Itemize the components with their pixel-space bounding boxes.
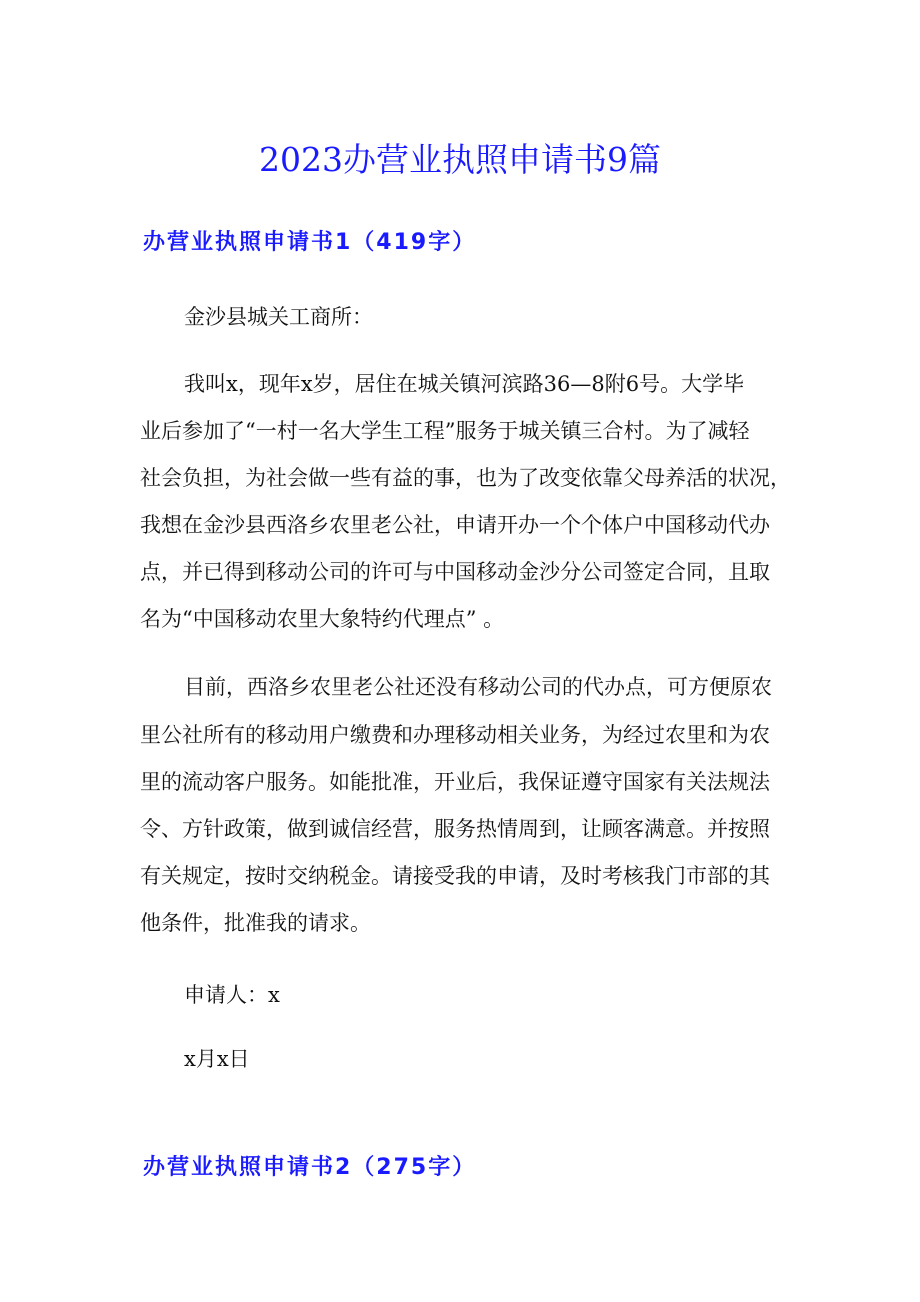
salutation: 金沙县城关工商所： bbox=[184, 305, 373, 329]
applicant-signature: 申请人：x bbox=[184, 983, 280, 1007]
paragraph-line: 我想在金沙县西洛乡农里老公社，申请开办一个个体户中国移动代办 bbox=[140, 513, 770, 537]
paragraph-line: 社会负担，为社会做一些有益的事，也为了改变依靠父母养活的状况， bbox=[140, 466, 791, 490]
paragraph-line: 令、方针政策，做到诚信经营，服务热情周到，让顾客满意。并按照 bbox=[140, 817, 770, 841]
paragraph-line: 目前，西洛乡农里老公社还没有移动公司的代办点，可方便原农 bbox=[184, 675, 772, 699]
paragraph-line: 业后参加了“一村一名大学生工程”服务于城关镇三合村。为了减轻 bbox=[140, 419, 750, 443]
paragraph-line: 里公社所有的移动用户缴费和办理移动相关业务，为经过农里和为农 bbox=[140, 723, 770, 747]
paragraph-line: 他条件，批准我的请求。 bbox=[140, 911, 371, 935]
paragraph-line: 点，并已得到移动公司的许可与中国移动金沙分公司签定合同，且取 bbox=[140, 560, 770, 584]
date-line: x月x日 bbox=[184, 1047, 250, 1071]
section-heading-2: 办营业执照申请书2（275字） bbox=[143, 1155, 477, 1180]
document-title: 2023办营业执照申请书9篇 bbox=[259, 140, 661, 179]
paragraph-line: 名为“中国移动农里大象特约代理点” 。 bbox=[140, 607, 505, 631]
paragraph-line: 有关规定，按时交纳税金。请接受我的申请，及时考核我门市部的其 bbox=[140, 864, 770, 888]
paragraph-line: 里的流动客户服务。如能批准，开业后，我保证遵守国家有关法规法 bbox=[140, 770, 770, 794]
section-heading-1: 办营业执照申请书1（419字） bbox=[143, 230, 477, 255]
paragraph-line: 我叫x，现年x岁，居住在城关镇河滨路36—8附6号。大学毕 bbox=[184, 372, 745, 396]
